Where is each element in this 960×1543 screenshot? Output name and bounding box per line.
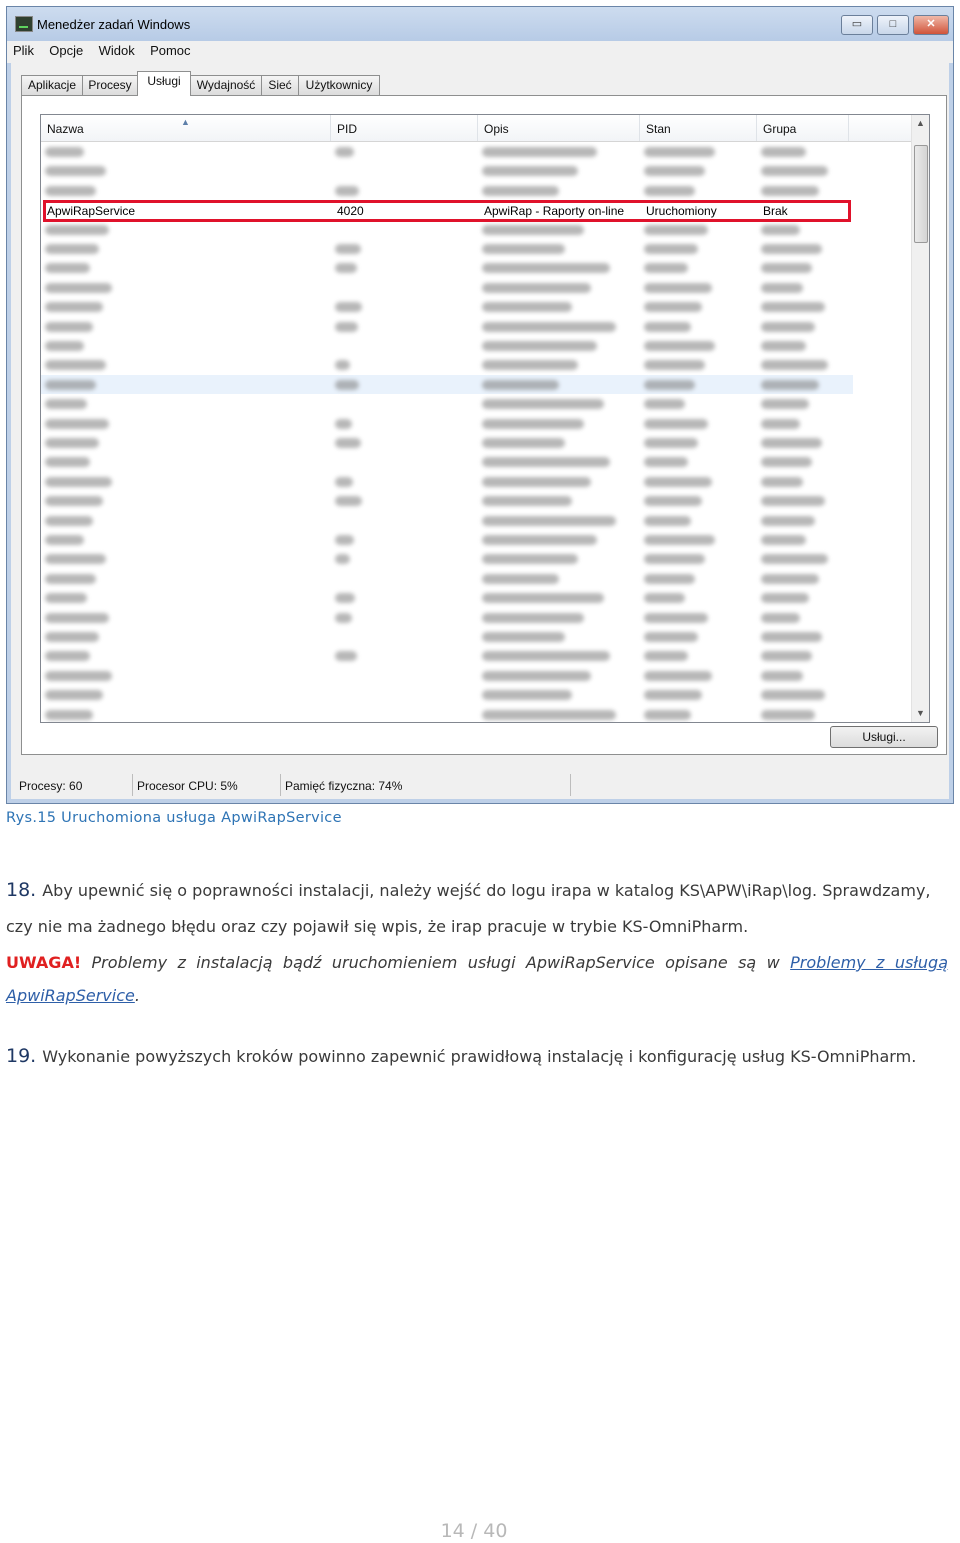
redacted-cell bbox=[761, 244, 822, 254]
redacted-cell bbox=[45, 186, 96, 196]
redacted-cell bbox=[761, 710, 815, 720]
redacted-cell bbox=[45, 322, 93, 332]
step-19-number: 19. bbox=[6, 1045, 37, 1067]
blurred-service-row[interactable] bbox=[41, 375, 853, 394]
redacted-cell bbox=[644, 244, 698, 254]
blurred-service-row[interactable] bbox=[41, 433, 851, 452]
warning-paragraph bbox=[6, 946, 948, 1012]
redacted-cell bbox=[482, 593, 604, 603]
redacted-cell bbox=[644, 283, 712, 293]
redacted-cell bbox=[45, 283, 112, 293]
redacted-cell bbox=[335, 477, 353, 487]
redacted-cell bbox=[335, 613, 352, 623]
blurred-service-row[interactable] bbox=[41, 414, 851, 433]
redacted-cell bbox=[45, 613, 109, 623]
redacted-cell bbox=[761, 225, 800, 235]
redacted-cell bbox=[482, 399, 604, 409]
blurred-service-row[interactable] bbox=[41, 239, 851, 258]
blurred-service-row[interactable] bbox=[41, 491, 851, 510]
blurred-service-row[interactable] bbox=[41, 685, 851, 704]
warning-label: UWAGA! bbox=[6, 953, 82, 972]
close-button[interactable]: ✕ bbox=[913, 15, 949, 35]
redacted-cell bbox=[644, 360, 705, 370]
step-18-text: Aby upewnić się o poprawności instalacji, należy wejść do logu irapa w katalog KS\APW\iRap\log. Sprawdzamy, czy nie ma żadnego błędu oraz czy pojawił się wpis, że irap pracuje w trybie KS-OmniPharm. bbox=[6, 881, 931, 936]
redacted-cell bbox=[482, 535, 597, 545]
tab-services[interactable]: Usługi bbox=[137, 71, 191, 96]
redacted-cell bbox=[761, 341, 806, 351]
blurred-service-row[interactable] bbox=[41, 608, 851, 627]
redacted-cell bbox=[482, 457, 610, 467]
column-description[interactable]: Opis bbox=[478, 115, 640, 141]
redacted-cell bbox=[482, 341, 597, 351]
redacted-cell bbox=[482, 322, 616, 332]
redacted-cell bbox=[335, 496, 362, 506]
redacted-cell bbox=[644, 554, 705, 564]
list-rows bbox=[41, 142, 911, 722]
redacted-cell bbox=[482, 380, 559, 390]
menu-options[interactable]: Opcje bbox=[49, 43, 84, 58]
redacted-cell bbox=[45, 166, 106, 176]
redacted-cell bbox=[482, 438, 565, 448]
task-manager-window bbox=[6, 6, 954, 804]
redacted-cell bbox=[761, 263, 812, 273]
redacted-cell bbox=[45, 263, 90, 273]
sort-arrow-icon: ▲ bbox=[181, 117, 190, 127]
blurred-service-row[interactable] bbox=[41, 646, 851, 665]
redacted-cell bbox=[45, 457, 90, 467]
redacted-cell bbox=[761, 147, 806, 157]
redacted-cell bbox=[761, 613, 800, 623]
row-name: ApwiRapService bbox=[47, 204, 136, 218]
redacted-cell bbox=[482, 225, 584, 235]
blurred-service-row[interactable] bbox=[41, 530, 851, 549]
blurred-service-row[interactable] bbox=[41, 394, 851, 413]
redacted-cell bbox=[482, 360, 578, 370]
blurred-service-row[interactable] bbox=[41, 705, 851, 723]
redacted-cell bbox=[644, 399, 685, 409]
redacted-cell bbox=[644, 166, 705, 176]
redacted-cell bbox=[482, 671, 591, 681]
blurred-service-row[interactable] bbox=[41, 511, 851, 530]
redacted-cell bbox=[45, 496, 103, 506]
redacted-cell bbox=[482, 632, 565, 642]
redacted-cell bbox=[335, 186, 359, 196]
window-title: Menedżer zadań Windows bbox=[37, 17, 191, 32]
redacted-cell bbox=[335, 263, 357, 273]
menu-help[interactable]: Pomoc bbox=[150, 43, 191, 58]
redacted-cell bbox=[761, 360, 828, 370]
redacted-cell bbox=[644, 302, 702, 312]
tab-network[interactable]: Sieć bbox=[261, 75, 299, 95]
blurred-service-row[interactable] bbox=[41, 142, 851, 161]
redacted-cell bbox=[45, 380, 96, 390]
redacted-cell bbox=[335, 380, 359, 390]
redacted-cell bbox=[482, 166, 578, 176]
redacted-cell bbox=[482, 419, 584, 429]
redacted-cell bbox=[45, 438, 99, 448]
tab-processes[interactable]: Procesy bbox=[82, 75, 138, 95]
blurred-service-row[interactable] bbox=[41, 161, 851, 180]
blurred-service-row[interactable] bbox=[41, 258, 851, 277]
redacted-cell bbox=[644, 477, 712, 487]
redacted-cell bbox=[335, 554, 350, 564]
blurred-service-row[interactable] bbox=[41, 220, 851, 239]
tab-applications[interactable]: Aplikacje bbox=[21, 75, 83, 95]
status-memory: Pamięć fizyczna: 74% bbox=[281, 774, 571, 796]
blurred-service-row[interactable] bbox=[41, 355, 851, 374]
troubleshooting-link[interactable]: Problemy z usługą ApwiRapService bbox=[6, 953, 949, 1005]
redacted-cell bbox=[761, 574, 819, 584]
redacted-cell bbox=[45, 516, 93, 526]
column-pid[interactable]: PID bbox=[331, 115, 478, 141]
redacted-cell bbox=[644, 632, 698, 642]
figure-caption: Rys.15 Uruchomiona usługa ApwiRapService bbox=[6, 810, 342, 826]
redacted-cell bbox=[644, 419, 708, 429]
redacted-cell bbox=[335, 419, 352, 429]
redacted-cell bbox=[45, 593, 87, 603]
redacted-cell bbox=[761, 283, 803, 293]
redacted-cell bbox=[644, 671, 712, 681]
redacted-cell bbox=[482, 690, 572, 700]
redacted-cell bbox=[482, 477, 591, 487]
list-header bbox=[41, 115, 911, 142]
redacted-cell bbox=[761, 496, 825, 506]
redacted-cell bbox=[45, 302, 103, 312]
redacted-cell bbox=[335, 438, 361, 448]
redacted-cell bbox=[335, 244, 361, 254]
redacted-cell bbox=[761, 186, 819, 196]
redacted-cell bbox=[644, 380, 695, 390]
redacted-cell bbox=[482, 710, 616, 720]
redacted-cell bbox=[644, 186, 695, 196]
blurred-service-row[interactable] bbox=[41, 627, 851, 646]
warning-text: Problemy z instalacją bądź uruchomieniem usługi ApwiRapService opisane są w bbox=[91, 953, 780, 972]
redacted-cell bbox=[644, 651, 688, 661]
redacted-cell bbox=[761, 593, 809, 603]
menu-bar bbox=[7, 41, 953, 63]
redacted-cell bbox=[644, 225, 708, 235]
redacted-cell bbox=[761, 457, 812, 467]
step-18-number: 18. bbox=[6, 879, 37, 901]
row-state: Uruchomiony bbox=[646, 204, 717, 218]
scroll-thumb[interactable] bbox=[914, 145, 928, 243]
services-button[interactable]: Usługi... bbox=[830, 726, 938, 748]
column-name[interactable]: Nazwa ▲ bbox=[41, 115, 331, 141]
blurred-service-row[interactable] bbox=[41, 588, 851, 607]
services-list[interactable] bbox=[40, 114, 930, 723]
step-19-text: Wykonanie powyższych kroków powinno zapewnić prawidłową instalację i konfigurację usług KS-OmniPharm. bbox=[42, 1047, 917, 1066]
column-group[interactable]: Grupa bbox=[757, 115, 849, 141]
redacted-cell bbox=[761, 419, 800, 429]
status-cpu: Procesor CPU: 5% bbox=[133, 774, 281, 796]
redacted-cell bbox=[644, 457, 688, 467]
redacted-cell bbox=[761, 380, 819, 390]
redacted-cell bbox=[482, 651, 610, 661]
redacted-cell bbox=[644, 516, 691, 526]
window-client bbox=[11, 63, 949, 799]
redacted-cell bbox=[644, 322, 691, 332]
redacted-cell bbox=[482, 516, 616, 526]
blurred-service-row[interactable] bbox=[41, 336, 851, 355]
redacted-cell bbox=[45, 574, 96, 584]
redacted-cell bbox=[45, 419, 109, 429]
row-description: ApwiRap - Raporty on-line bbox=[484, 204, 625, 218]
redacted-cell bbox=[482, 186, 559, 196]
blurred-service-row[interactable] bbox=[41, 452, 851, 471]
redacted-cell bbox=[644, 147, 715, 157]
blurred-service-row[interactable] bbox=[41, 297, 851, 316]
redacted-cell bbox=[761, 302, 825, 312]
blurred-service-row[interactable] bbox=[41, 666, 851, 685]
step-18 bbox=[6, 872, 948, 945]
redacted-cell bbox=[45, 554, 106, 564]
menu-file[interactable]: Plik bbox=[13, 43, 34, 58]
column-state[interactable]: Stan bbox=[640, 115, 757, 141]
redacted-cell bbox=[761, 477, 803, 487]
redacted-cell bbox=[45, 690, 103, 700]
blurred-service-row[interactable] bbox=[41, 181, 851, 200]
redacted-cell bbox=[482, 147, 597, 157]
title-bar bbox=[7, 7, 953, 41]
redacted-cell bbox=[482, 496, 572, 506]
warning-end: . bbox=[134, 986, 140, 1005]
tab-performance[interactable]: Wydajność bbox=[190, 75, 262, 95]
redacted-cell bbox=[335, 302, 362, 312]
redacted-cell bbox=[45, 225, 109, 235]
redacted-cell bbox=[335, 535, 354, 545]
redacted-cell bbox=[45, 632, 99, 642]
redacted-cell bbox=[482, 554, 578, 564]
redacted-cell bbox=[644, 438, 698, 448]
vertical-scrollbar[interactable] bbox=[911, 115, 929, 722]
redacted-cell bbox=[335, 322, 358, 332]
redacted-cell bbox=[482, 574, 559, 584]
redacted-cell bbox=[45, 147, 84, 157]
redacted-cell bbox=[761, 166, 828, 176]
redacted-cell bbox=[761, 322, 815, 332]
redacted-cell bbox=[335, 593, 355, 603]
blurred-service-row[interactable] bbox=[41, 317, 851, 336]
redacted-cell bbox=[482, 283, 591, 293]
redacted-cell bbox=[644, 535, 715, 545]
tab-users[interactable]: Użytkownicy bbox=[298, 75, 380, 95]
redacted-cell bbox=[335, 360, 350, 370]
redacted-cell bbox=[761, 516, 815, 526]
task-manager-icon bbox=[15, 16, 33, 32]
redacted-cell bbox=[761, 554, 828, 564]
minimize-button[interactable]: ▭ bbox=[841, 15, 873, 35]
highlight-frame bbox=[43, 200, 851, 222]
redacted-cell bbox=[644, 341, 715, 351]
redacted-cell bbox=[45, 710, 93, 720]
maximize-button[interactable]: □ bbox=[877, 15, 909, 35]
redacted-cell bbox=[761, 632, 822, 642]
status-bar bbox=[15, 774, 945, 796]
redacted-cell bbox=[644, 613, 708, 623]
redacted-cell bbox=[644, 263, 688, 273]
row-group: Brak bbox=[763, 204, 788, 218]
redacted-cell bbox=[761, 651, 812, 661]
redacted-cell bbox=[45, 671, 112, 681]
redacted-cell bbox=[45, 535, 84, 545]
services-panel bbox=[21, 95, 947, 755]
step-19 bbox=[6, 1046, 948, 1067]
blurred-service-row[interactable] bbox=[41, 549, 851, 568]
redacted-cell bbox=[335, 147, 354, 157]
redacted-cell bbox=[482, 302, 572, 312]
blurred-service-row[interactable] bbox=[41, 472, 851, 491]
redacted-cell bbox=[761, 690, 825, 700]
redacted-cell bbox=[45, 341, 84, 351]
status-processes: Procesy: 60 bbox=[15, 774, 133, 796]
redacted-cell bbox=[45, 360, 106, 370]
menu-view[interactable]: Widok bbox=[98, 43, 135, 58]
redacted-cell bbox=[644, 593, 685, 603]
redacted-cell bbox=[761, 399, 809, 409]
redacted-cell bbox=[482, 244, 565, 254]
blurred-service-row[interactable] bbox=[41, 569, 851, 588]
redacted-cell bbox=[761, 535, 806, 545]
scroll-down-icon[interactable]: ▼ bbox=[916, 708, 925, 718]
redacted-cell bbox=[482, 613, 584, 623]
redacted-cell bbox=[482, 263, 610, 273]
redacted-cell bbox=[335, 651, 357, 661]
redacted-cell bbox=[761, 671, 803, 681]
redacted-cell bbox=[45, 651, 90, 661]
page-number: 14 / 40 bbox=[440, 1520, 508, 1542]
redacted-cell bbox=[644, 574, 695, 584]
redacted-cell bbox=[644, 496, 702, 506]
row-pid: 4020 bbox=[337, 204, 364, 218]
redacted-cell bbox=[45, 399, 87, 409]
blurred-service-row[interactable] bbox=[41, 278, 851, 297]
scroll-up-icon[interactable]: ▲ bbox=[916, 118, 925, 128]
redacted-cell bbox=[761, 438, 822, 448]
redacted-cell bbox=[644, 690, 702, 700]
redacted-cell bbox=[45, 244, 99, 254]
redacted-cell bbox=[45, 477, 112, 487]
redacted-cell bbox=[644, 710, 691, 720]
